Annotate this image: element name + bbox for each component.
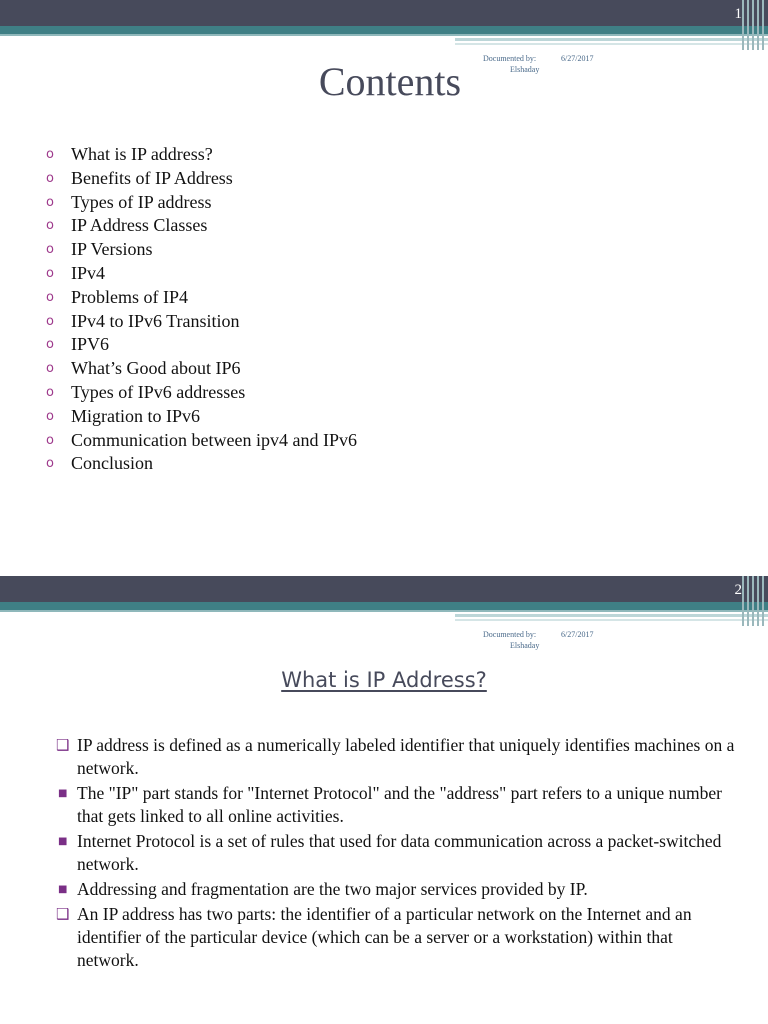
document-date: 6/27/2017 [561, 630, 594, 639]
slide-2 [0, 576, 768, 1024]
circle-bullet-icon: o [46, 337, 54, 353]
page-number: 1 [734, 6, 742, 22]
author-name: Elshaday [510, 65, 540, 74]
documented-by-label: Documented by: [483, 54, 537, 63]
list-item: o Benefits of IP Address [46, 167, 357, 191]
circle-bullet-icon: o [46, 384, 54, 400]
slide-header [0, 576, 768, 626]
square-bullet-icon: ■ [58, 836, 68, 847]
circle-bullet-icon: o [46, 289, 54, 305]
author-name: Elshaday [510, 641, 540, 650]
list-item: o Migration to IPv6 [46, 405, 357, 429]
list-item: o Conclusion [46, 452, 357, 476]
list-item: ❑ IP address is defined as a numerically labeled identifier that uniquely identifies machines on a network. [56, 735, 735, 778]
square-bullet-icon: ■ [58, 884, 68, 895]
list-item: ❑ An IP address has two parts: the identifier of a particular network on the Internet and an identifier of the particular device (which can be a server or a workstation) within that network. [56, 904, 692, 970]
contents-list [46, 143, 357, 476]
circle-bullet-icon: o [46, 265, 54, 281]
circle-bullet-icon: o [46, 218, 54, 234]
list-item: o Types of IPv6 addresses [46, 381, 357, 405]
list-item: ■ The "IP" part stands for "Internet Protocol" and the "address" part refers to a unique number that gets linked to all online activities. [58, 783, 722, 826]
documented-by-label: Documented by: [483, 630, 537, 639]
square-bullet-icon: ■ [58, 788, 68, 799]
list-item: ■ Addressing and fragmentation are the two major services provided by IP. [58, 879, 588, 899]
list-item: o Types of IP address [46, 191, 357, 215]
bullet-list [56, 734, 736, 974]
slide-header [0, 0, 768, 50]
box-bullet-icon: ❑ [56, 905, 70, 923]
box-bullet-icon: ❑ [56, 736, 70, 754]
page-number: 2 [734, 582, 742, 598]
list-item: o IPv4 to IPv6 Transition [46, 310, 357, 334]
circle-bullet-icon: o [46, 432, 54, 448]
list-item: o What is IP address? [46, 143, 357, 167]
slide-title: What is IP Address? [281, 668, 487, 692]
list-item: ■ Internet Protocol is a set of rules that used for data communication across a packet-switched network. [58, 831, 722, 874]
circle-bullet-icon: o [46, 456, 54, 472]
list-item: o IP Address Classes [46, 214, 357, 238]
list-item: o IP Versions [46, 238, 357, 262]
list-item: o IPV6 [46, 333, 357, 357]
slide-title: Contents [318, 59, 462, 104]
circle-bullet-icon: o [46, 170, 54, 186]
circle-bullet-icon: o [46, 361, 54, 377]
list-item: o Problems of IP4 [46, 286, 357, 310]
list-item: o Communication between ipv4 and IPv6 [46, 429, 357, 453]
circle-bullet-icon: o [46, 313, 54, 329]
circle-bullet-icon: o [46, 242, 54, 258]
circle-bullet-icon: o [46, 147, 54, 162]
circle-bullet-icon: o [46, 194, 54, 210]
list-item: o IPv4 [46, 262, 357, 286]
slide-gap [0, 566, 768, 576]
list-item: o What’s Good about IP6 [46, 357, 357, 381]
document-date: 6/27/2017 [561, 54, 594, 63]
circle-bullet-icon: o [46, 408, 54, 424]
